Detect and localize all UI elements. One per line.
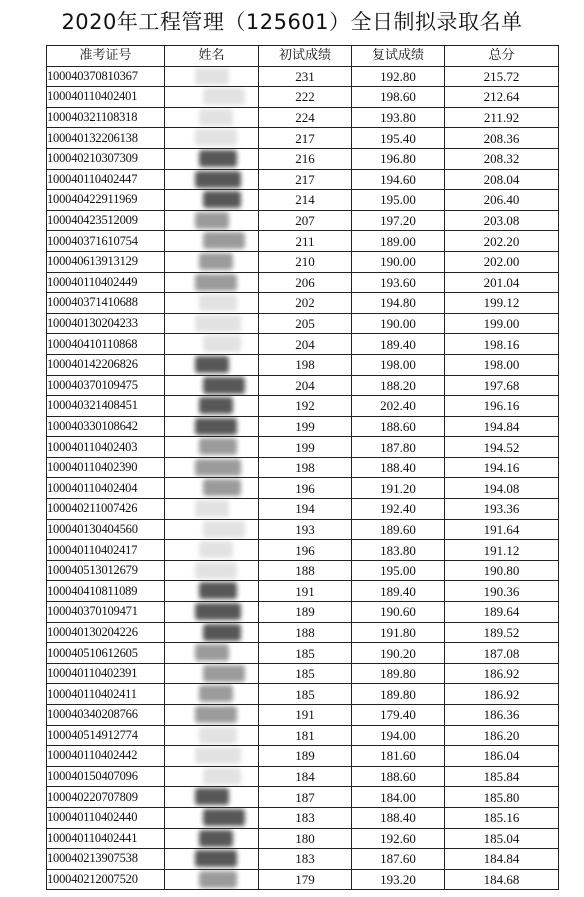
redaction-mask	[199, 109, 233, 126]
redaction-mask	[199, 727, 237, 744]
redaction-mask	[199, 397, 233, 414]
column-header-initial-score: 初试成绩	[259, 46, 352, 67]
exam-id-cell: 100040321108318	[47, 107, 165, 128]
table-row	[47, 293, 559, 314]
redaction-mask	[203, 377, 245, 394]
total-score-cell: 198.00	[445, 354, 559, 375]
redaction-mask	[199, 438, 237, 455]
retest-score-cell: 192.60	[352, 828, 445, 849]
initial-score-cell: 185	[259, 663, 352, 684]
redacted-name-cell	[165, 540, 259, 561]
table-row	[47, 622, 559, 643]
total-score-cell: 199.12	[445, 293, 559, 314]
exam-id-cell: 100040110402442	[47, 746, 165, 767]
total-score-cell: 201.04	[445, 272, 559, 293]
retest-score-cell: 198.60	[352, 87, 445, 108]
table-row	[47, 499, 559, 520]
redaction-mask	[199, 830, 233, 847]
retest-score-cell: 188.20	[352, 375, 445, 396]
redacted-name-cell	[165, 478, 259, 499]
exam-id-cell: 100040142206826	[47, 354, 165, 375]
redaction-mask	[203, 809, 245, 826]
retest-score-cell: 190.20	[352, 643, 445, 664]
table-row	[47, 581, 559, 602]
exam-id-cell: 100040410110868	[47, 334, 165, 355]
redaction-mask	[195, 274, 237, 291]
initial-score-cell: 183	[259, 807, 352, 828]
exam-id-cell: 100040422911969	[47, 190, 165, 211]
table-row	[47, 396, 559, 417]
exam-id-cell: 100040110402447	[47, 169, 165, 190]
redacted-name-cell	[165, 148, 259, 169]
total-score-cell: 212.64	[445, 87, 559, 108]
total-score-cell: 199.00	[445, 313, 559, 334]
total-score-cell: 190.36	[445, 581, 559, 602]
redaction-mask	[199, 150, 237, 167]
redacted-name-cell	[165, 499, 259, 520]
initial-score-cell: 224	[259, 107, 352, 128]
exam-id-cell: 100040110402391	[47, 663, 165, 684]
total-score-cell: 184.84	[445, 849, 559, 870]
retest-score-cell: 184.00	[352, 787, 445, 808]
initial-score-cell: 207	[259, 210, 352, 231]
redacted-name-cell	[165, 849, 259, 870]
redaction-mask	[203, 768, 241, 785]
initial-score-cell: 210	[259, 251, 352, 272]
redaction-mask	[195, 788, 229, 805]
table-row	[47, 107, 559, 128]
total-score-cell: 185.80	[445, 787, 559, 808]
exam-id-cell: 100040110402403	[47, 437, 165, 458]
initial-score-cell: 179	[259, 869, 352, 890]
total-score-cell: 185.16	[445, 807, 559, 828]
table-row	[47, 849, 559, 870]
retest-score-cell: 193.60	[352, 272, 445, 293]
initial-score-cell: 204	[259, 334, 352, 355]
table-row	[47, 210, 559, 231]
retest-score-cell: 191.80	[352, 622, 445, 643]
table-row	[47, 766, 559, 787]
table-row	[47, 354, 559, 375]
total-score-cell: 187.08	[445, 643, 559, 664]
redaction-mask	[199, 253, 233, 270]
column-header-name: 姓名	[165, 46, 259, 67]
total-score-cell: 191.64	[445, 519, 559, 540]
redacted-name-cell	[165, 293, 259, 314]
redacted-name-cell	[165, 581, 259, 602]
exam-id-cell: 100040150407096	[47, 766, 165, 787]
exam-id-cell: 100040371610754	[47, 231, 165, 252]
table-row	[47, 148, 559, 169]
initial-score-cell: 192	[259, 396, 352, 417]
total-score-cell: 186.36	[445, 705, 559, 726]
table-row	[47, 478, 559, 499]
exam-id-cell: 100040212007520	[47, 869, 165, 890]
retest-score-cell: 195.40	[352, 128, 445, 149]
table-row	[47, 416, 559, 437]
exam-id-cell: 100040220707809	[47, 787, 165, 808]
redaction-mask	[195, 459, 241, 476]
redacted-name-cell	[165, 375, 259, 396]
initial-score-cell: 231	[259, 66, 352, 87]
table-row	[47, 231, 559, 252]
initial-score-cell: 202	[259, 293, 352, 314]
redaction-mask	[195, 644, 229, 661]
redaction-mask	[195, 129, 237, 146]
initial-score-cell: 199	[259, 416, 352, 437]
initial-score-cell: 196	[259, 478, 352, 499]
redacted-name-cell	[165, 828, 259, 849]
redaction-mask	[195, 500, 229, 517]
initial-score-cell: 185	[259, 684, 352, 705]
total-score-cell: 194.84	[445, 416, 559, 437]
initial-score-cell: 222	[259, 87, 352, 108]
initial-score-cell: 188	[259, 622, 352, 643]
redacted-name-cell	[165, 705, 259, 726]
exam-id-cell: 100040371410688	[47, 293, 165, 314]
total-score-cell: 194.52	[445, 437, 559, 458]
redaction-mask	[199, 541, 233, 558]
exam-id-cell: 100040213907538	[47, 849, 165, 870]
redacted-name-cell	[165, 725, 259, 746]
initial-score-cell: 216	[259, 148, 352, 169]
exam-id-cell: 100040321408451	[47, 396, 165, 417]
exam-id-cell: 100040110402390	[47, 457, 165, 478]
redacted-name-cell	[165, 787, 259, 808]
exam-id-cell: 100040110402449	[47, 272, 165, 293]
initial-score-cell: 191	[259, 581, 352, 602]
exam-id-cell: 100040370109475	[47, 375, 165, 396]
redaction-mask	[195, 212, 229, 229]
table-row	[47, 87, 559, 108]
admission-table	[46, 45, 559, 890]
retest-score-cell: 196.80	[352, 148, 445, 169]
total-score-cell: 186.04	[445, 746, 559, 767]
exam-id-cell: 100040423512009	[47, 210, 165, 231]
total-score-cell: 194.16	[445, 457, 559, 478]
redacted-name-cell	[165, 313, 259, 334]
column-header-retest-score: 复试成绩	[352, 46, 445, 67]
redacted-name-cell	[165, 128, 259, 149]
redaction-mask	[195, 706, 237, 723]
retest-score-cell: 188.40	[352, 457, 445, 478]
initial-score-cell: 199	[259, 437, 352, 458]
retest-score-cell: 192.40	[352, 499, 445, 520]
redaction-mask	[195, 562, 237, 579]
redacted-name-cell	[165, 807, 259, 828]
total-score-cell: 203.08	[445, 210, 559, 231]
retest-score-cell: 195.00	[352, 190, 445, 211]
table-row	[47, 272, 559, 293]
table-row	[47, 190, 559, 211]
redacted-name-cell	[165, 396, 259, 417]
redacted-name-cell	[165, 190, 259, 211]
total-score-cell: 194.08	[445, 478, 559, 499]
redaction-mask	[195, 171, 241, 188]
total-score-cell: 191.12	[445, 540, 559, 561]
table-row	[47, 705, 559, 726]
column-header-exam-id: 准考证号	[47, 46, 165, 67]
redaction-mask	[195, 356, 229, 373]
redaction-mask	[199, 685, 233, 702]
table-row	[47, 519, 559, 540]
retest-score-cell: 191.20	[352, 478, 445, 499]
initial-score-cell: 191	[259, 705, 352, 726]
redaction-mask	[203, 88, 245, 105]
table-row	[47, 643, 559, 664]
redacted-name-cell	[165, 622, 259, 643]
initial-score-cell: 194	[259, 499, 352, 520]
total-score-cell: 211.92	[445, 107, 559, 128]
total-score-cell: 186.92	[445, 684, 559, 705]
redacted-name-cell	[165, 107, 259, 128]
total-score-cell: 197.68	[445, 375, 559, 396]
redacted-name-cell	[165, 334, 259, 355]
redaction-mask	[199, 294, 237, 311]
redacted-name-cell	[165, 354, 259, 375]
redacted-name-cell	[165, 251, 259, 272]
redacted-name-cell	[165, 231, 259, 252]
redaction-mask	[199, 582, 237, 599]
table-row	[47, 663, 559, 684]
initial-score-cell: 193	[259, 519, 352, 540]
redaction-mask	[199, 871, 237, 888]
exam-id-cell: 100040110402417	[47, 540, 165, 561]
column-header-total-score: 总分	[445, 46, 559, 67]
initial-score-cell: 184	[259, 766, 352, 787]
exam-id-cell: 100040110402441	[47, 828, 165, 849]
redaction-mask	[203, 191, 241, 208]
retest-score-cell: 190.00	[352, 313, 445, 334]
total-score-cell: 193.36	[445, 499, 559, 520]
table-row	[47, 251, 559, 272]
table-row	[47, 869, 559, 890]
retest-score-cell: 190.00	[352, 251, 445, 272]
redaction-mask	[203, 335, 241, 352]
redacted-name-cell	[165, 869, 259, 890]
redacted-name-cell	[165, 602, 259, 623]
retest-score-cell: 188.60	[352, 416, 445, 437]
initial-score-cell: 181	[259, 725, 352, 746]
initial-score-cell: 206	[259, 272, 352, 293]
exam-id-cell: 100040132206138	[47, 128, 165, 149]
retest-score-cell: 183.80	[352, 540, 445, 561]
retest-score-cell: 190.60	[352, 602, 445, 623]
total-score-cell: 215.72	[445, 66, 559, 87]
table-row	[47, 313, 559, 334]
initial-score-cell: 188	[259, 560, 352, 581]
retest-score-cell: 188.40	[352, 807, 445, 828]
total-score-cell: 185.04	[445, 828, 559, 849]
retest-score-cell: 181.60	[352, 746, 445, 767]
initial-score-cell: 180	[259, 828, 352, 849]
exam-id-cell: 100040110402401	[47, 87, 165, 108]
retest-score-cell: 192.80	[352, 66, 445, 87]
table-body	[47, 66, 559, 890]
total-score-cell: 190.80	[445, 560, 559, 581]
total-score-cell: 198.16	[445, 334, 559, 355]
total-score-cell: 202.00	[445, 251, 559, 272]
table-header-row	[47, 46, 559, 67]
redacted-name-cell	[165, 643, 259, 664]
redacted-name-cell	[165, 169, 259, 190]
exam-id-cell: 100040513012679	[47, 560, 165, 581]
exam-id-cell: 100040410811089	[47, 581, 165, 602]
table-row	[47, 787, 559, 808]
table-row	[47, 457, 559, 478]
retest-score-cell: 189.60	[352, 519, 445, 540]
table-row	[47, 602, 559, 623]
total-score-cell: 186.20	[445, 725, 559, 746]
redaction-mask	[195, 850, 237, 867]
initial-score-cell: 198	[259, 457, 352, 478]
total-score-cell: 208.36	[445, 128, 559, 149]
retest-score-cell: 187.80	[352, 437, 445, 458]
table-row	[47, 437, 559, 458]
retest-score-cell: 193.80	[352, 107, 445, 128]
table-row	[47, 746, 559, 767]
retest-score-cell: 194.60	[352, 169, 445, 190]
exam-id-cell: 100040370109471	[47, 602, 165, 623]
redaction-mask	[203, 624, 241, 641]
page-title: 2020年工程管理（125601）全日制拟录取名单	[61, 10, 523, 34]
exam-id-cell: 100040613913129	[47, 251, 165, 272]
redaction-mask	[195, 68, 229, 85]
table-row	[47, 560, 559, 581]
table-row	[47, 828, 559, 849]
redacted-name-cell	[165, 416, 259, 437]
retest-score-cell: 189.80	[352, 663, 445, 684]
table-row	[47, 807, 559, 828]
exam-id-cell: 100040370810367	[47, 66, 165, 87]
retest-score-cell: 202.40	[352, 396, 445, 417]
exam-id-cell: 100040110402440	[47, 807, 165, 828]
total-score-cell: 189.64	[445, 602, 559, 623]
initial-score-cell: 217	[259, 128, 352, 149]
redacted-name-cell	[165, 663, 259, 684]
redaction-mask	[195, 603, 241, 620]
table-row	[47, 128, 559, 149]
exam-id-cell: 100040514912774	[47, 725, 165, 746]
exam-id-cell: 100040210307309	[47, 148, 165, 169]
initial-score-cell: 185	[259, 643, 352, 664]
redacted-name-cell	[165, 437, 259, 458]
initial-score-cell: 189	[259, 602, 352, 623]
initial-score-cell: 196	[259, 540, 352, 561]
initial-score-cell: 217	[259, 169, 352, 190]
total-score-cell: 206.40	[445, 190, 559, 211]
exam-id-cell: 100040110402404	[47, 478, 165, 499]
redaction-mask	[203, 232, 245, 249]
table-row	[47, 540, 559, 561]
redacted-name-cell	[165, 560, 259, 581]
exam-id-cell: 100040211007426	[47, 499, 165, 520]
total-score-cell: 185.84	[445, 766, 559, 787]
redacted-name-cell	[165, 519, 259, 540]
redacted-name-cell	[165, 210, 259, 231]
table-row	[47, 725, 559, 746]
total-score-cell: 202.20	[445, 231, 559, 252]
retest-score-cell: 194.80	[352, 293, 445, 314]
initial-score-cell: 183	[259, 849, 352, 870]
retest-score-cell: 198.00	[352, 354, 445, 375]
total-score-cell: 186.92	[445, 663, 559, 684]
retest-score-cell: 179.40	[352, 705, 445, 726]
table-row	[47, 684, 559, 705]
exam-id-cell: 100040340208766	[47, 705, 165, 726]
table-row	[47, 66, 559, 87]
retest-score-cell: 189.80	[352, 684, 445, 705]
redaction-mask	[203, 521, 245, 538]
exam-id-cell: 100040130404560	[47, 519, 165, 540]
redacted-name-cell	[165, 272, 259, 293]
redacted-name-cell	[165, 457, 259, 478]
redaction-mask	[203, 479, 241, 496]
total-score-cell: 208.04	[445, 169, 559, 190]
retest-score-cell: 188.60	[352, 766, 445, 787]
redacted-name-cell	[165, 684, 259, 705]
initial-score-cell: 189	[259, 746, 352, 767]
retest-score-cell: 193.20	[352, 869, 445, 890]
total-score-cell: 208.32	[445, 148, 559, 169]
initial-score-cell: 187	[259, 787, 352, 808]
exam-id-cell: 100040130204233	[47, 313, 165, 334]
retest-score-cell: 189.40	[352, 334, 445, 355]
exam-id-cell: 100040130204226	[47, 622, 165, 643]
retest-score-cell: 189.00	[352, 231, 445, 252]
retest-score-cell: 189.40	[352, 581, 445, 602]
redacted-name-cell	[165, 746, 259, 767]
redacted-name-cell	[165, 87, 259, 108]
initial-score-cell: 211	[259, 231, 352, 252]
redaction-mask	[195, 418, 237, 435]
redaction-mask	[195, 315, 241, 332]
retest-score-cell: 195.00	[352, 560, 445, 581]
initial-score-cell: 214	[259, 190, 352, 211]
total-score-cell: 189.52	[445, 622, 559, 643]
table-row	[47, 334, 559, 355]
initial-score-cell: 204	[259, 375, 352, 396]
redaction-mask	[203, 665, 245, 682]
initial-score-cell: 198	[259, 354, 352, 375]
retest-score-cell: 197.20	[352, 210, 445, 231]
total-score-cell: 184.68	[445, 869, 559, 890]
initial-score-cell: 205	[259, 313, 352, 334]
redacted-name-cell	[165, 766, 259, 787]
redacted-name-cell	[165, 66, 259, 87]
redaction-mask	[195, 747, 241, 764]
total-score-cell: 196.16	[445, 396, 559, 417]
table-row	[47, 169, 559, 190]
retest-score-cell: 187.60	[352, 849, 445, 870]
exam-id-cell: 100040510612605	[47, 643, 165, 664]
exam-id-cell: 100040110402411	[47, 684, 165, 705]
table-row	[47, 375, 559, 396]
exam-id-cell: 100040330108642	[47, 416, 165, 437]
retest-score-cell: 194.00	[352, 725, 445, 746]
